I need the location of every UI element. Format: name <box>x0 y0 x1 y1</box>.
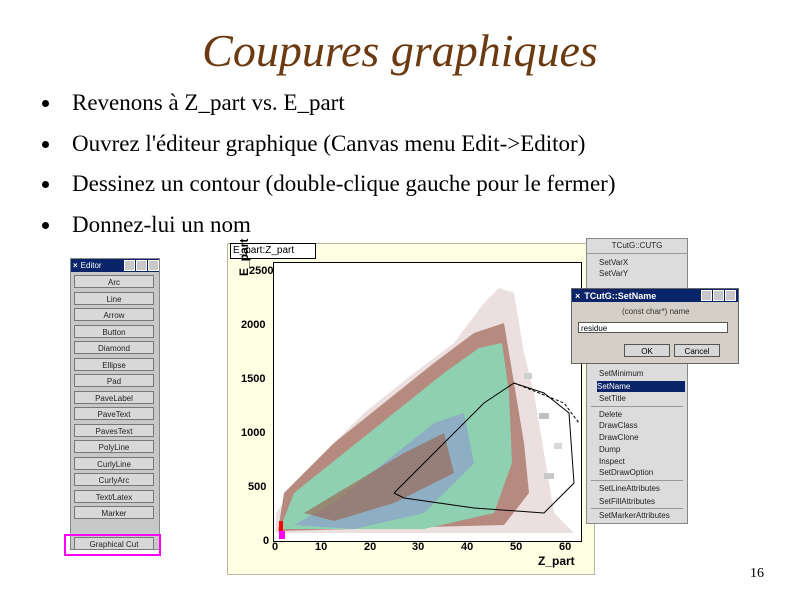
histogram-cell <box>554 443 562 449</box>
editor-arc-button[interactable]: Arc <box>74 275 154 288</box>
y-axis-label: E_part <box>237 238 251 276</box>
maximize-icon[interactable] <box>713 290 724 301</box>
editor-title: Editor <box>80 261 102 270</box>
x-tick-label: 0 <box>272 541 279 553</box>
close-icon[interactable]: × <box>73 261 78 270</box>
histogram-cell <box>539 413 549 419</box>
x-tick-label: 60 <box>559 541 572 553</box>
menu-item-setmarkerattributes[interactable]: SetMarkerAttributes <box>599 511 670 520</box>
bullet-list <box>38 88 615 250</box>
menu-item-delete[interactable]: Delete <box>599 410 623 419</box>
x-tick-label: 40 <box>461 541 474 553</box>
menu-separator <box>591 508 683 509</box>
bullet-dot-icon <box>42 222 49 229</box>
editor-window <box>70 258 160 550</box>
editor-arrow-button[interactable]: Arrow <box>74 308 154 321</box>
editor-ellipse-button[interactable]: Ellipse <box>74 358 154 371</box>
menu-item-setvarx[interactable]: SetVarX <box>599 258 629 267</box>
editor-button-button[interactable]: Button <box>74 325 154 338</box>
close-icon[interactable]: × <box>575 290 581 301</box>
menu-item-setvary[interactable]: SetVarY <box>599 269 629 278</box>
graphical-cut-highlight <box>64 534 161 556</box>
editor-pad-button[interactable]: Pad <box>74 374 154 387</box>
editor-line-button[interactable]: Line <box>74 292 154 305</box>
menu-separator <box>591 406 683 407</box>
x-axis-label: Z_part <box>538 554 575 568</box>
bullet-dot-icon <box>42 141 49 148</box>
y-tick-label: 0 <box>263 535 270 547</box>
menu-item-setminimum[interactable]: SetMinimum <box>599 369 644 378</box>
dialog-title: TCutG::SetName <box>584 290 657 301</box>
setname-dialog <box>571 288 739 364</box>
bullet-item <box>38 129 615 170</box>
dialog-arg-label: (const char*) name <box>622 307 690 316</box>
y-tick-label: 1000 <box>241 427 266 439</box>
context-menu-title: TCutG::CUTG <box>587 241 687 254</box>
page-number: 16 <box>750 566 764 581</box>
histogram-cell <box>279 521 283 531</box>
ok-button[interactable]: OK <box>624 344 670 357</box>
histogram-cell <box>279 531 285 539</box>
menu-separator <box>591 480 683 481</box>
histogram-plot-area[interactable] <box>273 262 582 542</box>
menu-item-drawclass[interactable]: DrawClass <box>599 421 638 430</box>
editor-marker-button[interactable]: Marker <box>74 506 154 519</box>
dialog-titlebar[interactable] <box>572 289 738 302</box>
editor-curlyarc-button[interactable]: CurlyArc <box>74 473 154 486</box>
bullet-dot-icon <box>42 181 49 188</box>
x-tick-label: 50 <box>510 541 523 553</box>
context-menu <box>586 238 688 524</box>
menu-item-inspect[interactable]: Inspect <box>599 457 625 466</box>
menu-item-dump[interactable]: Dump <box>599 445 621 454</box>
histogram-cell <box>524 373 532 379</box>
y-tick-label: 1500 <box>241 373 266 385</box>
menu-item-setlineattributes[interactable]: SetLineAttributes <box>599 484 660 493</box>
close-window-icon[interactable] <box>148 260 159 271</box>
menu-item-setfillattributes[interactable]: SetFillAttributes <box>599 497 656 506</box>
menu-item-setdrawoption[interactable]: SetDrawOption <box>599 468 654 477</box>
editor-curlyline-button[interactable]: CurlyLine <box>74 457 154 470</box>
bullet-item <box>38 88 615 129</box>
name-input[interactable]: residue <box>578 322 728 333</box>
x-tick-label: 30 <box>412 541 425 553</box>
close-window-icon[interactable] <box>725 290 736 301</box>
bullet-item <box>38 169 615 210</box>
editor-diamond-button[interactable]: Diamond <box>74 341 154 354</box>
editor-polyline-button[interactable]: PolyLine <box>74 440 154 453</box>
minimize-icon[interactable] <box>701 290 712 301</box>
bullet-text: Revenons à Z_part vs. E_part <box>72 90 345 115</box>
canvas-name-tag: E_part:Z_part <box>230 243 316 259</box>
bullet-text: Ouvrez l'éditeur graphique (Canvas menu Edit->Editor) <box>72 130 586 156</box>
editor-titlebar[interactable] <box>71 259 159 272</box>
bullet-text: Dessinez un contour (double-clique gauche pour le fermer) <box>72 171 616 196</box>
menu-item-setname[interactable]: SetName <box>597 381 685 392</box>
y-tick-label: 500 <box>248 481 267 493</box>
minimize-icon[interactable] <box>124 260 135 271</box>
editor-graphical-cut-button[interactable]: Graphical Cut <box>74 537 154 550</box>
maximize-icon[interactable] <box>136 260 147 271</box>
slide-title: Coupures graphiques <box>202 25 598 76</box>
cancel-button[interactable]: Cancel <box>674 344 720 357</box>
histogram-cell <box>544 473 554 479</box>
y-tick-label: 2500 <box>249 265 274 277</box>
x-tick-label: 20 <box>364 541 377 553</box>
x-tick-label: 10 <box>315 541 328 553</box>
menu-item-drawclone[interactable]: DrawClone <box>599 433 639 442</box>
editor-pave-button[interactable]: PaveLabel <box>74 391 154 404</box>
menu-item-settitle[interactable]: SetTitle <box>599 394 626 403</box>
histogram-2d <box>274 263 581 541</box>
bullet-text: Donnez-lui un nom <box>72 211 251 237</box>
editor-pavetext-button[interactable]: PavesText <box>74 424 154 437</box>
editor-pavelabel-button[interactable]: PaveText <box>74 407 154 420</box>
y-tick-label: 2000 <box>241 319 266 331</box>
bullet-dot-icon <box>42 100 49 107</box>
editor-textlatex-button[interactable]: Text/Latex <box>74 490 154 503</box>
